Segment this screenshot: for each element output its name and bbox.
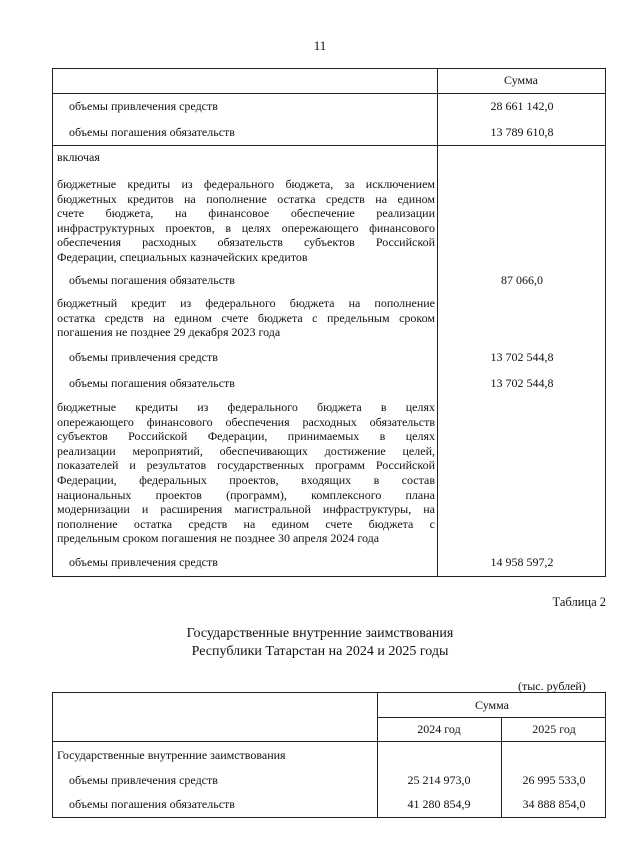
- section-divider: [53, 145, 605, 146]
- table-row: [53, 97, 607, 115]
- page-number: 11: [313, 38, 327, 53]
- section-title-line2: Республики Татарстан на 2024 и 2025 годы: [191, 644, 449, 659]
- budget-credit-paragraph: [57, 296, 435, 340]
- table-row: [53, 148, 607, 166]
- row-label: объемы привлечения средств: [69, 555, 218, 569]
- year-2024-header: 2024 год: [417, 722, 461, 736]
- row-label: объемы привлечения средств: [69, 773, 218, 787]
- table-row: [53, 271, 607, 289]
- sum-column-header: Сумма: [475, 698, 509, 712]
- paragraph-line: бюджетных кредитов на пополнение остатка средств на едином: [57, 191, 435, 206]
- paragraph-line: модернизации и расширения магистральной инфраструктуры, на: [57, 502, 435, 517]
- row-value: 28 661 142,0: [490, 99, 554, 113]
- paragraph-line: инфраструктурных проектов, в целях опережающего финансового: [57, 220, 435, 235]
- section-label: Государственные внутренние заимствования: [57, 748, 286, 762]
- paragraph-line: пополнение остатка средств на едином счете бюджета с: [57, 516, 435, 531]
- row-label: объемы погашения обязательств: [69, 125, 235, 139]
- row-value-2024: 41 280 854,9: [407, 797, 471, 811]
- budget-credits-paragraph: [57, 400, 435, 546]
- paragraph-line: остатка средств на едином счете бюджета с предельным сроком: [57, 310, 435, 325]
- paragraph-line: бюджетные кредиты из федерального бюджета, за исключением: [57, 177, 435, 191]
- paragraph-line: обеспечения расходных обязательств субъектов Российской: [57, 235, 435, 250]
- row-value: 14 958 597,2: [490, 555, 554, 569]
- row-label: объемы погашения обязательств: [69, 376, 235, 390]
- table-row: [53, 553, 607, 571]
- row-label: объемы погашения обязательств: [69, 273, 235, 287]
- section-title-line1: Государственные внутренние заимствования: [186, 626, 454, 641]
- including-label: включая: [57, 150, 100, 164]
- row-value: 87 066,0: [501, 273, 543, 287]
- table-row: [53, 348, 607, 366]
- row-value-2025: 26 995 533,0: [522, 773, 586, 787]
- year-2025-header: 2025 год: [532, 722, 576, 736]
- row-value: 13 702 544,8: [490, 376, 554, 390]
- row-value: 13 702 544,8: [490, 350, 554, 364]
- row-value-2025: 34 888 854,0: [522, 797, 586, 811]
- row-label: объемы привлечения средств: [69, 99, 218, 113]
- header-divider: [53, 741, 605, 742]
- paragraph-line: Федерации, федеральных проектов, входящих в состав: [57, 472, 435, 487]
- header-divider: [53, 93, 605, 94]
- paragraph-line: бюджетный кредит из федерального бюджета на пополнение: [57, 296, 435, 310]
- borrowing-table-2024-2025: [52, 692, 606, 818]
- table-caption: Таблица 2: [552, 595, 606, 609]
- paragraph-line: счете бюджета, на финансовое обеспечение реализации: [57, 206, 435, 221]
- header-divider: [377, 717, 605, 718]
- budget-credits-paragraph: [57, 177, 435, 265]
- sum-column-header: Сумма: [504, 73, 538, 87]
- paragraph-line: предельным сроком погашения не позднее 30 апреля 2024 года: [57, 531, 380, 546]
- paragraph-line: субъектов Российской Федерации, принимаемых в целях: [57, 429, 435, 444]
- paragraph-line: бюджетные кредиты из федерального бюджета в целях: [57, 400, 435, 414]
- paragraph-line: Федерации, специальных казначейских кредитов: [57, 249, 308, 264]
- row-value-2024: 25 214 973,0: [407, 773, 471, 787]
- row-label: объемы погашения обязательств: [69, 797, 235, 811]
- paragraph-line: погашения не позднее 29 декабря 2023 года: [57, 325, 281, 340]
- table-row: [53, 374, 607, 392]
- paragraph-line: показателей и результатов государственных программ Российской: [57, 458, 435, 473]
- paragraph-line: национальных проектов (программ), комплексного плана: [57, 487, 435, 502]
- paragraph-line: опережающего финансового обеспечения расходных обязательств: [57, 414, 435, 429]
- row-value: 13 789 610,8: [490, 125, 554, 139]
- paragraph-line: реализации мероприятий, обеспечивающих достижение целей,: [57, 443, 435, 458]
- table-row: [53, 123, 607, 141]
- units-label: (тыс. рублей): [518, 679, 586, 693]
- borrowing-table-continued: [52, 68, 606, 577]
- row-label: объемы привлечения средств: [69, 350, 218, 364]
